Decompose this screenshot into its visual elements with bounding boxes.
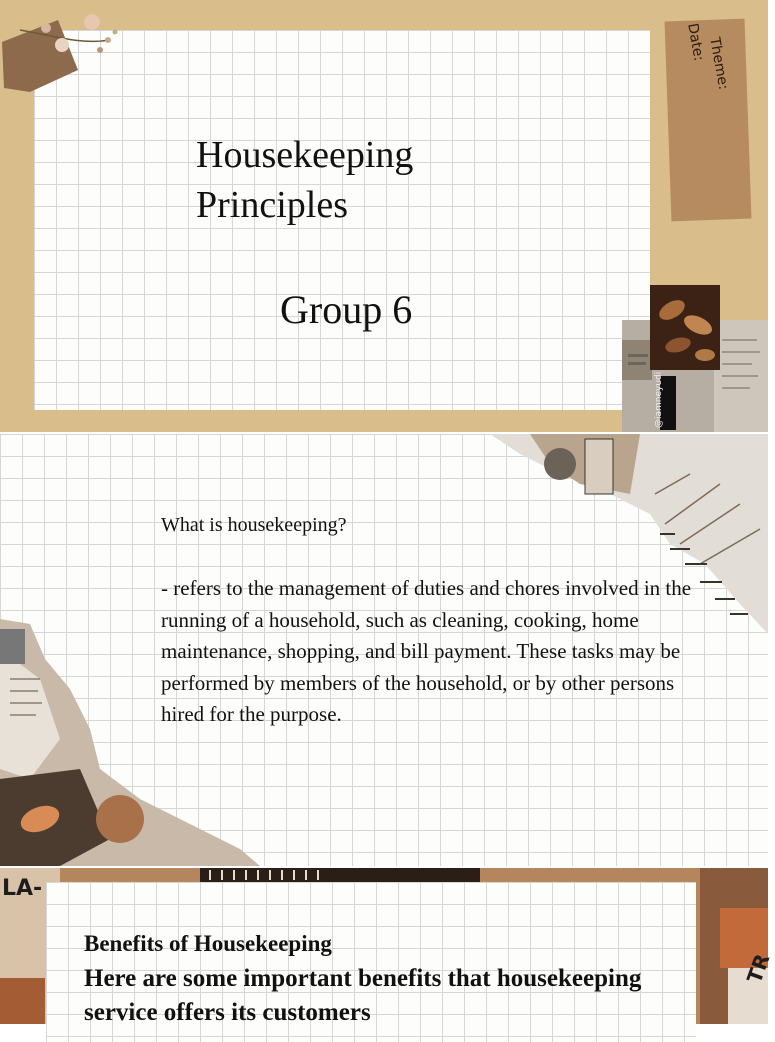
- definition-question: What is housekeeping?: [161, 514, 347, 536]
- autumn-leaf-photo: [650, 285, 720, 370]
- corner-print-text-right: TR: [742, 950, 775, 987]
- credit-text: @iamneyudi: [654, 371, 664, 428]
- presentation-title: [196, 130, 413, 230]
- dried-flower-decoration: [0, 0, 130, 95]
- group-label: Group 6: [280, 287, 413, 332]
- benefits-heading: Benefits of Housekeeping: [84, 931, 332, 956]
- definition-text: - refers to the management of duties and chores involved in the running of a household, such as cleaning, cooking, home maintenance, shopping, and bill payment. These tasks may be performed by members of the household, or by other persons hired for the purpose.: [161, 576, 692, 726]
- title-line-2: Principles: [196, 184, 348, 226]
- slide-benefits: [0, 868, 775, 1026]
- tape-date-label: Date:: [684, 22, 707, 63]
- corner-print-text: LA-: [2, 876, 43, 901]
- benefits-subtext: Here are some important benefits that housekeeping service offers its customers: [84, 965, 642, 1026]
- slide-title: [0, 0, 768, 432]
- tape-theme-label: Theme:: [706, 36, 732, 91]
- title-line-1: Housekeeping: [196, 134, 414, 176]
- slide-definition: [0, 434, 768, 866]
